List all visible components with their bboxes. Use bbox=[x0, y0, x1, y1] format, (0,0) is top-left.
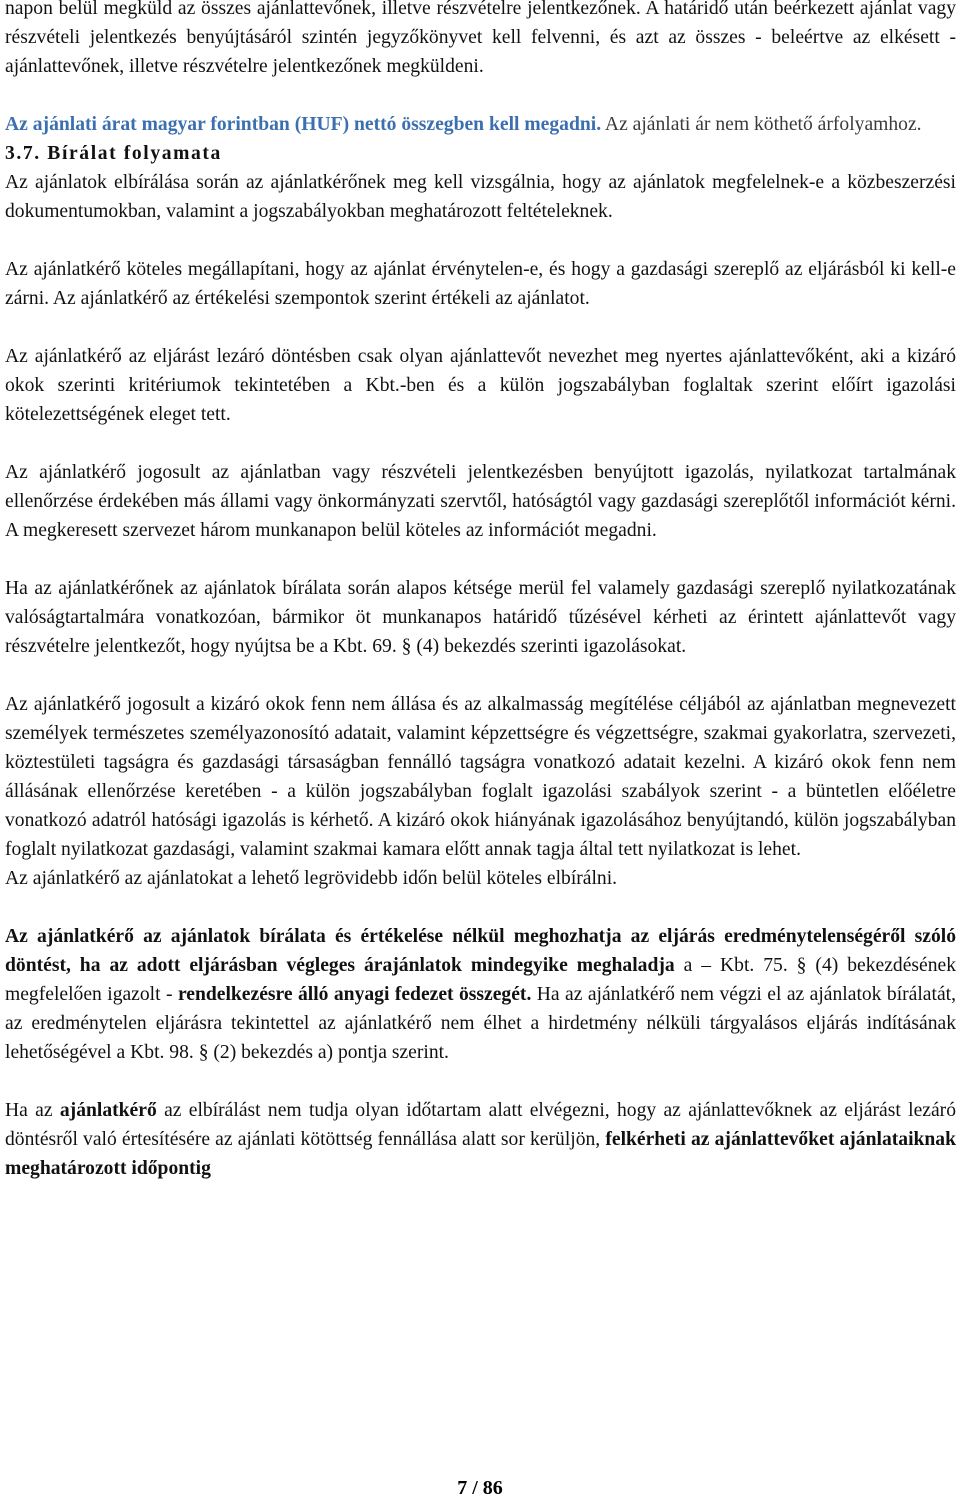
paragraph-invalidity: Az ajánlatkérő köteles megállapítani, hogy az ajánlat érvénytelen-e, és hogy a gazdasági szereplő az eljárásból ki kell-e zárni. Az ajánlatkérő az értékelési szempontok szerint értékeli az ajánlatot. bbox=[5, 259, 956, 309]
paragraph-extension bbox=[5, 1096, 956, 1183]
paragraph-winner: Az ajánlatkérő az eljárást lezáró döntésben csak olyan ajánlattevőt nevezhet meg nyertes ajánlattevőként, aki a kizáró okok szerinti kritériumok tekintetében a Kbt.-ben és a külön jogszabályban foglaltak szerint előírt igazolási kötelezettségének eleget tett. bbox=[5, 346, 956, 425]
paragraph-intro: napon belül megküld az összes ajánlattevőnek, illetve részvételre jelentkezőnek. A határidő után beérkezett ajánlat vagy részvételi jelentkezés benyújtásáról szintén jegyzőkönyvet kell felvenni, és azt az összes - beleértve az elkésett - ajánlattevőnek, illetve részvételre jelentkezőnek megküldeni. bbox=[5, 0, 956, 77]
paragraph-data-handling: Az ajánlatkérő jogosult a kizáró okok fenn nem állása és az alkalmasság megítélése céljából az ajánlatban megnevezett személyek természetes személyazonosító adatait, valamint képzettségre és végzettségre, szakmai gyakorlatra, szervezeti, köztestületi tagságra és gazdasági társaságban fennálló tagságra vonatkozó adatait kezelni. A kizáró okok fenn nem állásának ellenőrzése keretében - a külön jogszabályban foglalt igazolási szabályok szerint - a büntetlen előéletre vonatkozó adatról hatósági igazolás is kérhető. A kizáró okok hiányának igazolásához benyújtandó, külön jogszabályban foglalt nyilatkozat gazdasági, valamint szakmai kamara előtt annak tagja által tett nyilatkozat is lehet. bbox=[5, 694, 956, 860]
body-text: Ha az bbox=[5, 1100, 60, 1121]
paragraph-price-currency bbox=[5, 110, 956, 139]
highlight-price-requirement: Az ajánlati árat magyar forintban (HUF) nettó összegben kell megadni. bbox=[5, 114, 602, 135]
body-text: az elbírálást nem tudja olyan időtartam alatt elvégezni, hogy az ajánlattevőknek az eljárást lezáró döntésről való értesítésére az ajánlati kötöttség fennállása alatt sor kerüljön, bbox=[5, 1100, 956, 1150]
price-note: Az ajánlati ár nem köthető árfolyamhoz. bbox=[601, 114, 922, 135]
paragraph-unsuccessful bbox=[5, 922, 956, 1067]
bold-text: rendelkezésre álló anyagi fedezet összegét. bbox=[177, 984, 532, 1005]
page-number: 7 / 86 bbox=[457, 1477, 503, 1499]
document-page bbox=[5, 0, 956, 1183]
body-text: a – Kbt. 75. § (4) bekezdésének megfelelően igazolt - bbox=[5, 955, 956, 1005]
section-heading: 3.7. Bírálat folyamata bbox=[5, 143, 222, 164]
bold-text: felkérheti az ajánlattevőket ajánlataiknak meghatározott időpontig bbox=[5, 1129, 956, 1179]
bold-text: ajánlatkérő bbox=[59, 1100, 157, 1121]
paragraph-evaluation-scope: Az ajánlatok elbírálása során az ajánlatkérőnek meg kell vizsgálnia, hogy az ajánlatok megfelelnek-e a közbeszerzési dokumentumokban, valamint a jogszabályokban meghatározott feltételeknek. bbox=[5, 172, 956, 222]
paragraph-doubt: Ha az ajánlatkérőnek az ajánlatok bírálata során alapos kétsége merül fel valamely gazdasági szereplő nyilatkozatának valóságtartalmára vonatkozóan, bármikor öt munkanapos határidő tűzésével kérheti az érintett ajánlattevőt vagy részvételre jelentkezőt, hogy nyújtsa be a Kbt. 69. § (4) bekezdés szerinti igazolásokat. bbox=[5, 578, 956, 657]
body-text: Ha az ajánlatkérő nem végzi el az ajánlatok bírálatát, az eredménytelen eljárásra tekintettel az ajánlatkérő nem élhet a hirdetmény nélküli tárgyalásos eljárás indításának lehetőségével a Kbt. 98. § (2) bekezdés a) pontja szerint. bbox=[5, 984, 956, 1063]
bold-text: Az ajánlatkérő az ajánlatok bírálata és értékelése nélkül meghozhatja az eljárás eredménytelenségéről szóló döntést, ha az adott eljárásban végleges árajánlatok mindegyike meghaladja bbox=[5, 926, 956, 976]
paragraph-deadline: Az ajánlatkérő az ajánlatokat a lehető legrövidebb időn belül köteles elbírálni. bbox=[5, 868, 618, 889]
paragraph-information-request: Az ajánlatkérő jogosult az ajánlatban vagy részvételi jelentkezésben benyújtott igazolás, nyilatkozat tartalmának ellenőrzése érdekében más állami vagy önkormányzati szervtől, hatóságtól vagy gazdasági szereplőtől információt kérni. A megkeresett szervezet három munkanapon belül köteles az információt megadni. bbox=[5, 462, 956, 541]
